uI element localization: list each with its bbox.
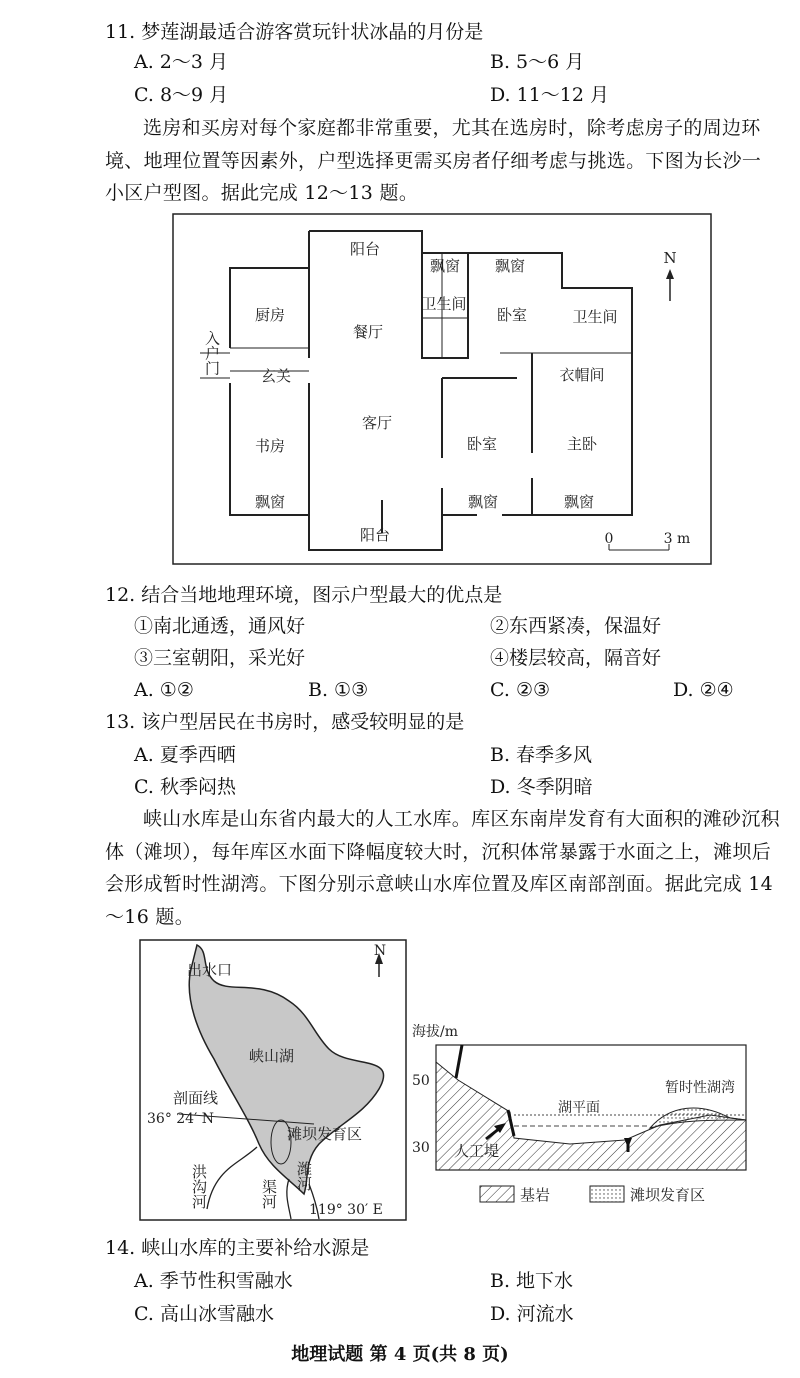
floorplan-figure [172,213,712,565]
q14-option-d[interactable]: D. 河流水 [490,1303,574,1325]
map-longitude-label: 119° 30′ E [309,1202,383,1218]
room-foyer: 玄关 [260,367,292,385]
map-river-qu: 渠河 [260,1179,278,1209]
q11-option-b[interactable]: B. 5～6 月 [490,51,585,73]
q12-option-c[interactable]: C. ②③ [490,679,551,701]
q11-option-d[interactable]: D. 11～12 月 [490,84,610,106]
q11-option-c[interactable]: C. 8～9 月 [134,84,229,106]
q14-option-a[interactable]: A. 季节性积雪融水 [134,1270,293,1292]
q12-option-a[interactable]: A. ①② [134,679,194,701]
room-bay-1: 飘窗 [429,257,461,275]
room-bay-4: 飘窗 [467,493,499,511]
room-bath-2: 卫生间 [572,308,618,326]
map-outlet-label: 出水口 [187,961,233,979]
q12-statement-3: ③三室朝阳，采光好 [134,647,306,669]
q14-option-c[interactable]: C. 高山冰雪融水 [134,1303,274,1325]
room-living: 客厅 [361,414,393,432]
map-latitude-label: 36° 24′ N [147,1111,214,1127]
room-bay-5: 飘窗 [563,493,595,511]
room-bedroom-north: 卧室 [496,306,528,324]
room-bay-2: 飘窗 [494,257,526,275]
map-river-hong: 洪沟河 [190,1164,208,1209]
q12-statement-2: ②东西紧凑，保温好 [490,615,662,637]
q11-stem: 11. 梦莲湖最适合游客赏玩针状冰晶的月份是 [105,21,484,43]
profile-ylabel: 海拔/m [412,1024,458,1040]
scale-end: 3 m [663,531,691,547]
room-balcony-bottom: 阳台 [359,526,391,544]
map-river-wei: 潍河 [295,1161,313,1191]
room-bay-3: 飘窗 [254,493,286,511]
profile-figure [410,1020,750,1220]
profile-tick-50: 50 [412,1073,430,1089]
passage-reservoir: 峡山水库是山东省内最大的人工水库。库区东南岸发育有大面积的滩砂沉积体（滩坝），每年库区水面下降幅度较大时，沉积体常暴露于水面之上，滩坝后会形成暂时性湖湾。下图分别示意峡山水库位置及库区南部剖面。据此完成 14～16 题。 [105,808,780,928]
page-footer: 地理试题 第 4 页(共 8 页) [291,1344,509,1365]
q14-option-b[interactable]: B. 地下水 [490,1270,574,1292]
floorplan-north-label: N [663,249,677,267]
room-bath-1: 卫生间 [421,295,467,313]
map-lake-label: 峡山湖 [249,1047,295,1065]
profile-tick-30: 30 [412,1140,430,1156]
room-entrance: 入户门 [203,330,221,376]
room-bedroom-south: 卧室 [466,435,498,453]
room-closet: 衣帽间 [559,366,605,384]
legend-bar-label: 滩坝发育区 [630,1186,706,1204]
q13-stem: 13. 该户型居民在书房时，感受较明显的是 [105,711,465,733]
q13-option-c[interactable]: C. 秋季闷热 [134,776,236,798]
reservoir-map [139,939,407,1221]
q12-statement-4: ④楼层较高，隔音好 [490,647,662,669]
map-bar-area-label: 滩坝发育区 [287,1125,363,1143]
room-study: 书房 [254,437,286,455]
room-dining: 餐厅 [352,323,384,341]
room-kitchen: 厨房 [254,306,286,324]
passage-floorplan: 选房和买房对每个家庭都非常重要，尤其在选房时，除考虑房子的周边环境、地理位置等因素外，户型选择更需买房者仔细考虑与挑选。下图为长沙一小区户型图。据此完成 12～13 题。 [105,117,762,204]
profile-temp-bay-label: 暂时性湖湾 [665,1080,735,1096]
q11-option-a[interactable]: A. 2～3 月 [134,51,229,73]
legend-bedrock-label: 基岩 [520,1186,551,1204]
q12-option-b[interactable]: B. ①③ [308,679,369,701]
profile-dam-label: 人工堤 [454,1142,500,1160]
q13-option-a[interactable]: A. 夏季西晒 [134,744,236,766]
q13-option-d[interactable]: D. 冬季阴暗 [490,776,593,798]
room-master: 主卧 [566,435,598,453]
map-north-label: N [373,943,387,959]
room-balcony-top: 阳台 [349,240,381,258]
profile-lake-surface-label: 湖平面 [558,1100,600,1116]
q12-stem: 12. 结合当地地理环境，图示户型最大的优点是 [105,584,503,606]
q12-statement-1: ①南北通透，通风好 [134,615,306,637]
q14-stem: 14. 峡山水库的主要补给水源是 [105,1237,370,1259]
scale-start: 0 [604,531,614,547]
q13-option-b[interactable]: B. 春季多风 [490,744,593,766]
map-profile-line-label: 剖面线 [173,1089,219,1107]
q12-option-d[interactable]: D. ②④ [673,679,734,701]
